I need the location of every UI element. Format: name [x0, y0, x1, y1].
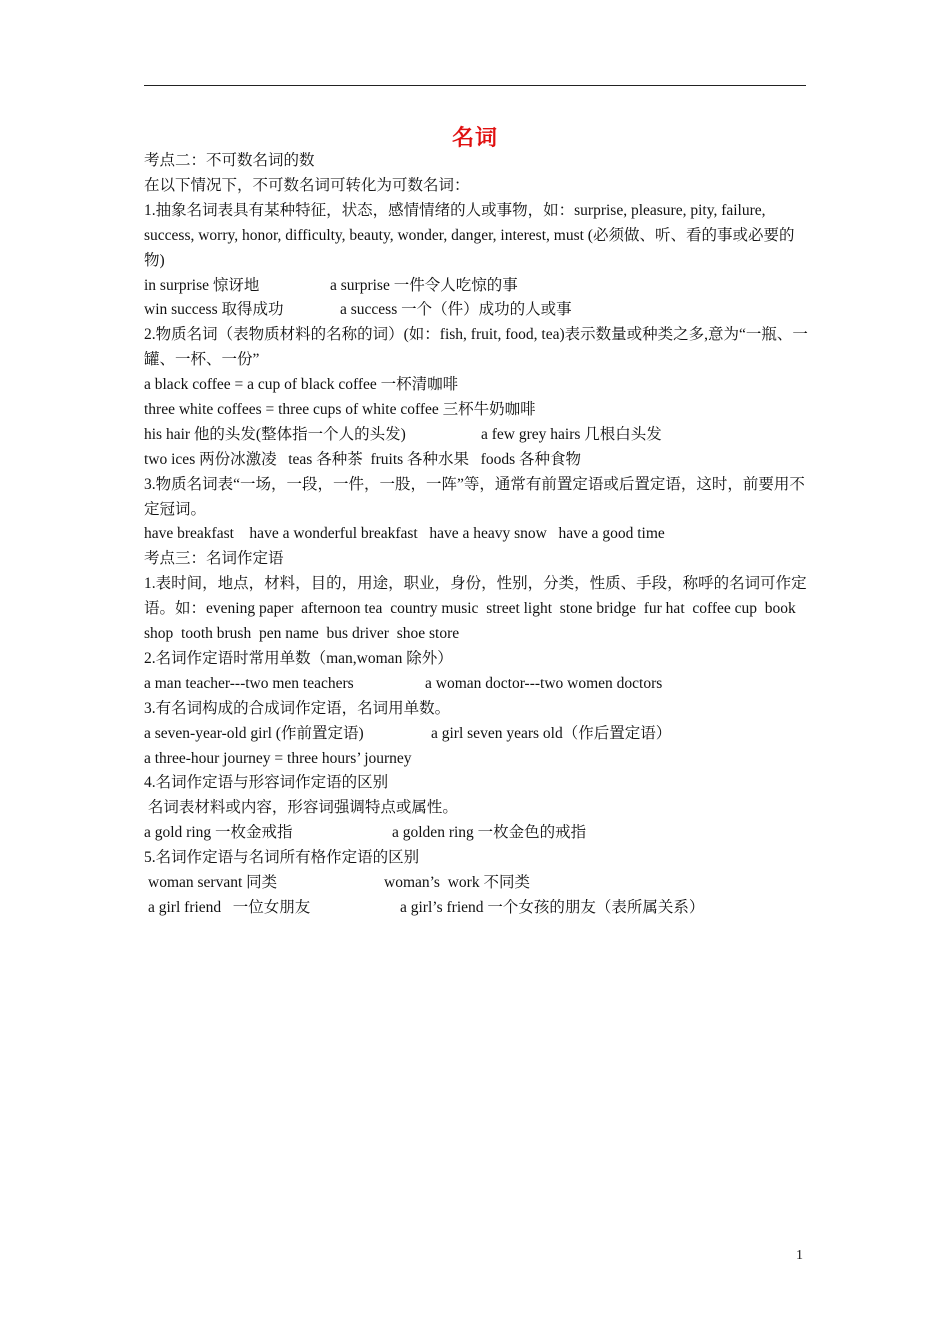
- example-text: win success 取得成功: [144, 301, 284, 319]
- paragraph-singular-rule: 2.名词作定语时常用单数（man,woman 除外）: [144, 649, 453, 667]
- example-row-woman: [144, 871, 808, 896]
- paragraph-abstract-nouns: 1.抽象名词表具有某种特征，状态，感情情绪的人或事物，如：surprise, pleasure, pity, failure, success, worry, honor, difficulty, beauty, wonder, danger, interest, must (必须做、听、看的事或必要的物): [144, 201, 795, 269]
- example-text: a three-hour journey = three hours’ journey: [144, 749, 412, 767]
- page-number: 1: [796, 1248, 803, 1263]
- paragraph-noun-modifiers: 1.表时间，地点，材料，目的，用途，职业，身份，性别，分类，性质、手段，称呼的名词可作定语。如：evening paper afternoon tea country music street light stone bridge fur hat coffee cup book shop tooth brush pen name bus driver shoe store: [144, 575, 807, 643]
- document-body: [144, 149, 808, 921]
- example-text: in surprise 惊讶地: [144, 276, 260, 294]
- example-row-success: [144, 298, 808, 323]
- example-text: a seven-year-old girl (作前置定语): [144, 724, 364, 742]
- example-text: a surprise 一件令人吃惊的事: [330, 276, 518, 294]
- example-text: a black coffee = a cup of black coffee 一杯清咖啡: [144, 376, 459, 394]
- example-text: have breakfast have a wonderful breakfast have a heavy snow have a good time: [144, 525, 665, 543]
- paragraph-explanation: 名词表材料或内容，形容词强调特点或属性。: [144, 799, 458, 817]
- example-text: woman’s work 不同类: [384, 873, 530, 891]
- paragraph-noun-vs-adjective: 4.名词作定语与形容词作定语的区别: [144, 774, 389, 792]
- example-row-surprise: [144, 274, 808, 299]
- example-text: a few grey hairs 几根白头发: [481, 425, 662, 443]
- document-title: 名词: [451, 125, 498, 150]
- example-row-teachers: [144, 672, 808, 697]
- example-text: a girl friend 一位女朋友: [148, 898, 311, 916]
- example-text: a gold ring 一枚金戒指: [144, 824, 293, 842]
- example-text: three white coffees = three cups of white coffee 三杯牛奶咖啡: [144, 400, 536, 418]
- example-text: woman servant 同类: [148, 873, 278, 891]
- paragraph-noun-vs-possessive: 5.名词作定语与名词所有格作定语的区别: [144, 849, 420, 867]
- example-text: a success 一个（件）成功的人或事: [340, 301, 572, 319]
- paragraph-compound-rule: 3.有名词构成的合成词作定语，名词用单数。: [144, 699, 451, 717]
- example-row-hair: [144, 423, 808, 448]
- example-row-ring: [144, 821, 808, 846]
- example-text: a woman doctor---two women doctors: [425, 674, 663, 692]
- header-rule: [144, 85, 806, 86]
- example-text: a man teacher---two men teachers: [144, 674, 354, 692]
- section-heading-3: 考点三：名词作定语: [144, 550, 284, 568]
- paragraph-material-articles: 3.物质名词表“一场，一段，一件，一股，一阵”等，通常有前置定语或后置定语，这时，前要用不定冠词。: [144, 475, 805, 518]
- example-text: a girl’s friend 一个女孩的朋友（表所属关系）: [400, 898, 705, 916]
- paragraph-intro: 在以下情况下，不可数名词可转化为可数名词：: [144, 176, 470, 194]
- example-row-friend: [144, 896, 808, 921]
- section-heading-2: 考点二：不可数名词的数: [144, 152, 315, 169]
- example-row-girl: [144, 722, 808, 747]
- paragraph-material-nouns: 2.物质名词（表物质材料的名称的词）(如：fish, fruit, food, tea)表示数量或种类之多,意为“一瓶、一罐、一杯、一份”: [144, 326, 808, 369]
- example-text: two ices 两份冰激凌 teas 各种茶 fruits 各种水果 foods 各种食物: [144, 450, 581, 468]
- example-text: his hair 他的头发(整体指一个人的头发): [144, 425, 406, 443]
- example-text: a golden ring 一枚金色的戒指: [392, 824, 587, 842]
- example-text: a girl seven years old（作后置定语）: [431, 724, 672, 742]
